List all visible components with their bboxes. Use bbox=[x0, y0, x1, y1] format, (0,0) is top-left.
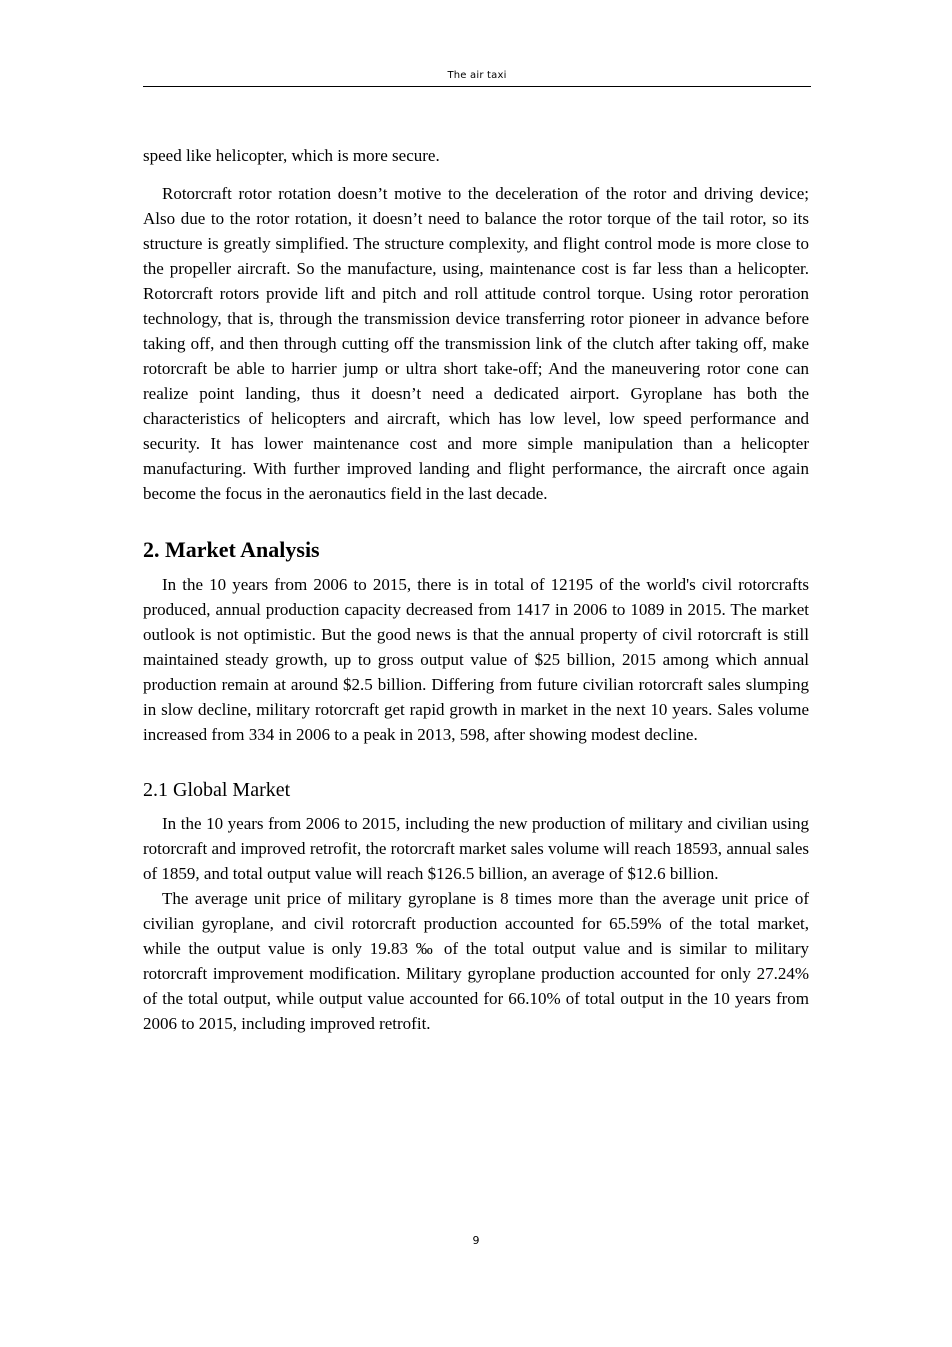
global-market-paragraph-2: The average unit price of military gyroplane is 8 times more than the average unit price of civilian gyroplane, and civil rotorcraft production accounted for 65.59% of the total market, while the output value is only 19.83 ‰ of the total output value and is similar to military rotorcraft improvement modification. Military gyroplane production accounted for only 27.24% of the total output, while output value accounted for 66.10% of total output in the 10 years from 2006 to 2015, including improved retrofit. bbox=[143, 889, 809, 1033]
header-rule bbox=[143, 86, 811, 87]
running-header: The air taxi bbox=[447, 70, 507, 81]
section-heading-market-analysis: 2. Market Analysis bbox=[143, 537, 320, 562]
page-number: 9 bbox=[472, 1234, 480, 1247]
paragraph-gap bbox=[143, 168, 809, 181]
body-content bbox=[143, 143, 809, 1036]
global-market-paragraph-1: In the 10 years from 2006 to 2015, including the new production of military and civilian using rotorcraft and improved retrofit, the rotorcraft market sales volume will reach 18593, annual sales of 1859, and total output value will reach $126.5 billion, an average of $12.6 billion. bbox=[143, 814, 809, 883]
subsection-heading-global-market: 2.1 Global Market bbox=[143, 779, 291, 801]
intro-paragraph-continued: speed like helicopter, which is more secure. bbox=[143, 146, 440, 165]
intro-paragraph: Rotorcraft rotor rotation doesn’t motive to the deceleration of the rotor and driving device; Also due to the rotor rotation, it doesn’t need to balance the rotor torque of the tail rotor, so its structure is greatly simplified. The structure complexity, and flight control mode is more close to the propeller aircraft. So the manufacture, using, maintenance cost is far less than a helicopter. Rotorcraft rotors provide lift and pitch and roll attitude control torque. Using rotor peroration technology, that is, through the transmission device transferring rotor pioneer in advance before taking off, and then through cutting off the transmission link of the clutch after taking off, make rotorcraft be able to harrier jump or ultra short take-off; And the maneuvering rotor cone can realize point landing, thus it doesn’t need a dedicated airport. Gyroplane has both the characteristics of helicopters and aircraft, which has low level, low speed performance and security. It has lower maintenance cost and more simple manipulation than a helicopter manufacturing. With further improved landing and flight performance, the aircraft once again become the focus in the aeronautics field in the last decade. bbox=[143, 184, 809, 503]
market-analysis-paragraph: In the 10 years from 2006 to 2015, there is in total of 12195 of the world's civil rotorcrafts produced, annual production capacity decreased from 1417 in 2006 to 1089 in 2015. The market outlook is not optimistic. But the good news is that the annual property of civil rotorcraft is still maintained steady growth, up to gross output value of $25 billion, 2015 among which annual production remain at around $2.5 billion. Differing from future civilian rotorcraft sales slumping in slow decline, military rotorcraft get rapid growth in market in the next 10 years. Sales volume increased from 334 in 2006 to a peak in 2013, 598, after showing modest decline. bbox=[143, 575, 809, 744]
